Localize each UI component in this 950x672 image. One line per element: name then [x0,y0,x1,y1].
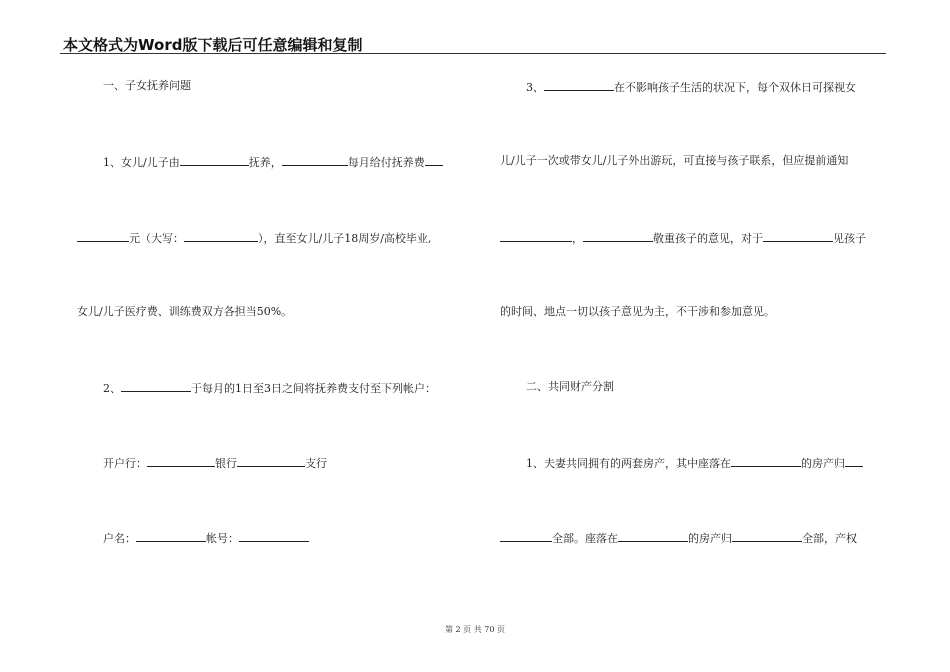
p1-line2-part1: 元（大写： [129,232,184,245]
p3-line3-end: 见孩子 [833,232,866,245]
paragraph3-line3 [500,230,866,246]
p2-prefix: 2、 [103,382,121,395]
bank-branch: 支行 [305,457,327,470]
property2-location-blank[interactable] [618,530,688,542]
payer-blank[interactable] [282,154,348,166]
p3-line3-mid: 敬重孩子的意见，对于 [653,232,763,245]
account-name-blank[interactable] [136,530,206,542]
account-no-label: 帐号： [206,532,239,545]
p2-payer-blank[interactable] [121,380,191,392]
notify-blank-1[interactable] [500,230,572,242]
section2-heading: 二、共同财产分割 [526,380,614,393]
paragraph3-line2: 儿/儿子一次或带女儿/儿子外出游玩，可直接与孩子联系，但应提前通知 [500,154,849,167]
branch-name-blank[interactable] [237,455,305,467]
p3-line3-comma: ， [572,232,583,245]
paragraph1-line3: 女儿/儿子医疗费、训练费双方各担当50%。 [77,305,293,318]
property2-owner-blank[interactable] [732,530,802,542]
guardian-blank[interactable] [180,154,249,166]
p1-line2-part2: ），直至女儿/儿子18周岁/高校毕业, [258,232,432,245]
account-name-label: 户名： [103,532,136,545]
p4-text: 1、夫妻共同拥有的两套房产，其中座落在 [526,457,731,470]
bank-line [103,455,327,471]
p3-text: 在不影响孩子生活的状况下，每个双休日可探视女 [614,81,856,94]
paragraph1-line2 [77,230,431,246]
meeting-party-blank[interactable] [763,230,833,242]
page-header-title: 本文格式为Word版下载后可任意编辑和复制 [63,36,363,54]
paragraph4-line1 [526,455,863,471]
paragraph4-line2 [500,530,857,546]
property1-location-blank[interactable] [731,455,801,467]
page-number-footer: 第 2 页 共 70 页 [445,625,505,634]
p4-line2-part2: 的房产归 [688,532,732,545]
amount-blank[interactable] [77,230,129,242]
p4-line2-part1: 全部。座落在 [552,532,618,545]
paragraph1-line1 [103,154,443,170]
property1-owner-blank[interactable] [500,530,552,542]
p2-text: 于每月的1日至3日之间将抚养费支付至下列帐户： [191,382,436,395]
account-number-blank[interactable] [239,530,309,542]
section1-heading: 一、子女抚养问题 [103,79,191,92]
p4-line2-part3: 全部，产权 [802,532,857,545]
bank-name-blank[interactable] [147,455,215,467]
p3-prefix: 3、 [526,81,544,94]
property1-owner-blank-start[interactable] [845,455,863,467]
account-line [103,530,309,546]
bank-mid: 银行 [215,457,237,470]
bank-label: 开户行： [103,457,147,470]
paragraph3-line1 [526,79,856,95]
visitor-blank[interactable] [544,79,614,91]
paragraph2-line1 [103,380,436,396]
p1-mid2: 每月给付抚养费 [347,156,425,169]
p1-mid1: 抚养， [248,156,282,169]
amount-blank-start[interactable] [425,154,443,166]
paragraph3-line4: 的时间、地点一切以孩子意见为主，不干涉和参加意见。 [500,305,775,318]
p4-mid: 的房产归 [801,457,845,470]
header-divider [60,53,886,54]
p1-prefix: 1、女儿/儿子由 [103,156,180,169]
amount-in-words-blank[interactable] [184,230,258,242]
notify-blank-2[interactable] [583,230,653,242]
